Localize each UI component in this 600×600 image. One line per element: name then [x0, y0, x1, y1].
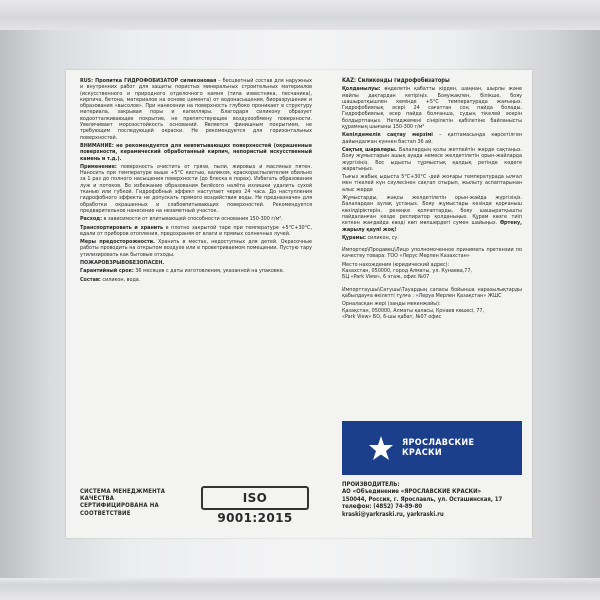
- kz-storage: [342, 132, 522, 145]
- kz-header: KAZ: Силиконды гидрофобизаторы: [342, 78, 450, 84]
- kz-safety-title: Сақтық шаралары.: [342, 146, 397, 153]
- quality-line: СЕРТИФИЦИРОВАНА НА СООТВЕТСТВИЕ: [80, 502, 159, 517]
- kz-eye-text: Құрам көзге тиіп кеткен жағдайда көзді көп мөлшердегі сумен шайыңыз.: [342, 213, 522, 227]
- importer-ru: [342, 247, 522, 260]
- ru-consumption: [80, 216, 312, 222]
- importer-kz-address-label: Орналасқан жері (заңды мекенжайы):: [342, 301, 441, 308]
- ru-safety: [80, 239, 312, 258]
- ru-language-label: RUS:: [80, 78, 94, 84]
- importer-kz-address-line: Қазақстан, 050000, Алматы қаласы, Қонаев көшесі, 77,: [342, 307, 485, 314]
- importer-location-label: Место нахождения (юридический адрес):: [342, 261, 450, 268]
- manufacturer-email: kraski@yarkraski.ru, yarkraski.ru: [342, 510, 444, 518]
- importer-ru-label: Импортер\Продавец\Лицо уполномоченное принимать претензии по качеству товара:: [342, 247, 522, 260]
- quality-system-text: [80, 488, 196, 517]
- ru-warranty-title: Гарантийный срок:: [80, 268, 134, 275]
- kz-usage: [342, 86, 522, 130]
- ru-transport: [80, 225, 312, 238]
- ru-application-title: Применение:: [80, 163, 117, 170]
- kz-instructions: [342, 78, 522, 322]
- kz-usage-title: Қолданылуы:: [342, 86, 381, 93]
- kz-composition: [342, 235, 522, 241]
- brand-logo-block: [342, 421, 522, 475]
- kz-usage-text: өңделетін қабатты кірден, шаңнан, шырлы және майлы дақтардан кетіріңіз. Бояужақпен, білікше, бояу шашыратқышпен кемінде +5°С температурада жағыңыз. Гидрофобиялық әсері 24 сағаттан соң пайда болады. Гидрофобиялық әсер пайда болғанша, судың тікелей әсерін болдыртпаңыз. Нетиджемені сінірілетін қабілетіне байланысты құрамның шығыны 150-300 г/м²: [342, 86, 522, 131]
- ru-warranty: [80, 268, 312, 274]
- ru-warranty-text: 36 месяцев с даты изготовления, указанной на упаковке.: [133, 268, 285, 275]
- brand-name-line: ЯРОСЛАВСКИЕ: [402, 438, 475, 448]
- importer-location: [342, 262, 522, 281]
- manufacturer-address: 150044, Россия, г. Ярославль, ул. Осташинская, 17: [342, 495, 503, 503]
- importer-kz-label: Импорттаушы\Сатушы\Тауардың сапасы бойынша наразылықтарды қабылдауға өкілетті тұлға: [342, 286, 522, 299]
- importer-kz-address-line: «Park View» БО, 6-шы қабат, №07 офис: [342, 313, 442, 320]
- brand-name-line: КРАСКИ: [402, 448, 442, 458]
- ru-application-text: поверхность очистить от грязи, пыли, жировых и масляных пятен. Наносить при температуре выше +5°С кистью, валиком, краскораспылителем обильно за 1 раз до полного насыщения поверхности (до блеска в порах). Избегать образования луж и потеков. Во избежание образования белёсого налёта излишки удалить сухой тканью или губкой. Гидрофобный эффект наступает через 24 часа. До наступления гидрофобного эффекта не допускать прямого воздействия воды. Не предназначен для обработки окрашенных и слабовпитывающих поверхностей. Рекомендуется предварительное нанесение на незаметный участок.: [80, 163, 312, 214]
- kz-storage-title: Кепілдемелік сақтау мерзімі: [342, 132, 433, 139]
- importer-ru-name: ТОО «Лерус Мерлен Казахстан»: [387, 253, 470, 260]
- ru-consumption-title: Расход:: [80, 216, 103, 223]
- ru-application: [80, 164, 312, 214]
- manufacturer-company: АО «Объединение «ЯРОСЛАВСКИЕ КРАСКИ»: [342, 488, 482, 496]
- ru-warning: ВНИМАНИЕ: не рекомендуется для невпитывающих поверхностей (окрашенные поверхности, керамический обработанный кирпич, непористый искусственный камень и т.д.).: [80, 142, 312, 162]
- manufacturer-info: [342, 481, 532, 518]
- importer-kz-name: : «Леруа Мерлен Қазақстан» ЖШС: [410, 292, 502, 299]
- manufacturer-title: ПРОИЗВОДИТЕЛЬ:: [342, 481, 400, 488]
- kz-safety-text: Балалардың қолы жетпейтін жерде сақтаңыз. Бояу жұмыстарын ашық ауада немесе желдетілетін орын-жайларда жүргізіңіз. Бос ыдысты тұрмыстық қалдық ретінде кәдеге жаратыңыз.: [342, 146, 522, 172]
- kz-temperature: Тығыз жабық ыдыста 5°С+30°С -дей жоғары температурада ылғал мен тікелей күн сәулесінен сақтап отырып, жылыту аспаптарынан алыс жерде: [342, 174, 522, 193]
- ru-instructions: [80, 78, 312, 285]
- importer-location-line: БЦ «Park View», 6 этаж, офис №07: [342, 274, 430, 281]
- ru-transport-title: Транспортировать и хранить: [80, 224, 164, 231]
- ru-product-title: Пропитка ГИДРОФОБИЗАТОР силиконовая: [95, 78, 217, 84]
- manufacturer-phone: телефон: (4852) 74-89-80: [342, 503, 423, 511]
- kz-storage-text: – қаптамасында көрсетілген дайындалған күннен бастап 36 ай.: [342, 132, 522, 145]
- ru-intro-text: – бесцветный состав для наружных и внутренних работ для защиты пористых минеральных строительных материалов (искусственного и природного отделочного камня (типа известняка, песчаника), кирпича, бетона, материалов на основе цемента) от водонасыщения, биоразрушения и образования «высолов». При нанесении на поверхность глубоко проникает в структуру материала, закрывая поры и капилляры. Благодаря силикону образует водоотталкивающее покрытие, не препятствующее воздухообмену поверхности. Увеличивает морозостойкость оснований. Является финишным покрытием, не требующим последующей окраски. Не рекомендуется для горизонтальных поверхностей.: [80, 78, 312, 141]
- importer-kz-address: [342, 301, 522, 320]
- ru-consumption-text: в зависимости от впитывающей способности основания 150-300 г/м².: [102, 216, 283, 223]
- kz-work-text: Жұмыстарды, жақсы желдетілетін орын-жайда жүргізіңіз. Балалардан аулақ ұстаңыз. Бояу жұмыстары кезінде қорғаныш көзілдіріктерін, резеңке қолғаптарды, бояу шашыратқышты пайдаланған кезде респиратор қолданыңыз.: [342, 195, 522, 220]
- ru-safety-title: Меры предосторожности.: [80, 239, 155, 246]
- importer-location-line: Казахстан, 050000, город Алматы, ул. Кунаева,77,: [342, 268, 472, 275]
- bucket-rim-top: [0, 0, 600, 30]
- brand-name: [402, 438, 474, 458]
- kz-composition-text: силикон, су.: [365, 234, 399, 241]
- ru-composition-text: силикон, вода.: [100, 276, 141, 283]
- importer-kz: [342, 287, 522, 300]
- quality-line: СИСТЕМА МЕНЕДЖМЕНТА КАЧЕСТВА: [80, 488, 166, 503]
- ru-fire-safety: ПОЖАРОВЗРЫВОБЕЗОПАСЕН.: [80, 260, 165, 267]
- kz-work: [342, 195, 522, 233]
- ru-intro: [80, 78, 312, 141]
- bucket-rim-bottom: [0, 578, 600, 600]
- ru-safety-text: Хранить в местах, недоступных для детей. Окрасочные работы проводить на открытом воздухе или в проветриваемом помещении. Пустую тару утилизировать как бытовые отходы.: [80, 239, 312, 258]
- ru-composition: [80, 277, 312, 283]
- kz-composition-title: Құрамы:: [342, 234, 366, 241]
- iso-badge: ISO 9001:2015: [201, 486, 309, 510]
- star-icon: [368, 435, 394, 461]
- kz-fire-safety: Өртену, жарылу қаупі жоқ!: [342, 220, 522, 233]
- kz-safety: [342, 147, 522, 172]
- ru-transport-text: в плотно закрытой таре при температуре +5°С+30°С, вдали от приборов отопления, предохраняя от влаги и прямых солнечных лучей.: [80, 224, 312, 237]
- ru-composition-title: Состав:: [80, 276, 101, 283]
